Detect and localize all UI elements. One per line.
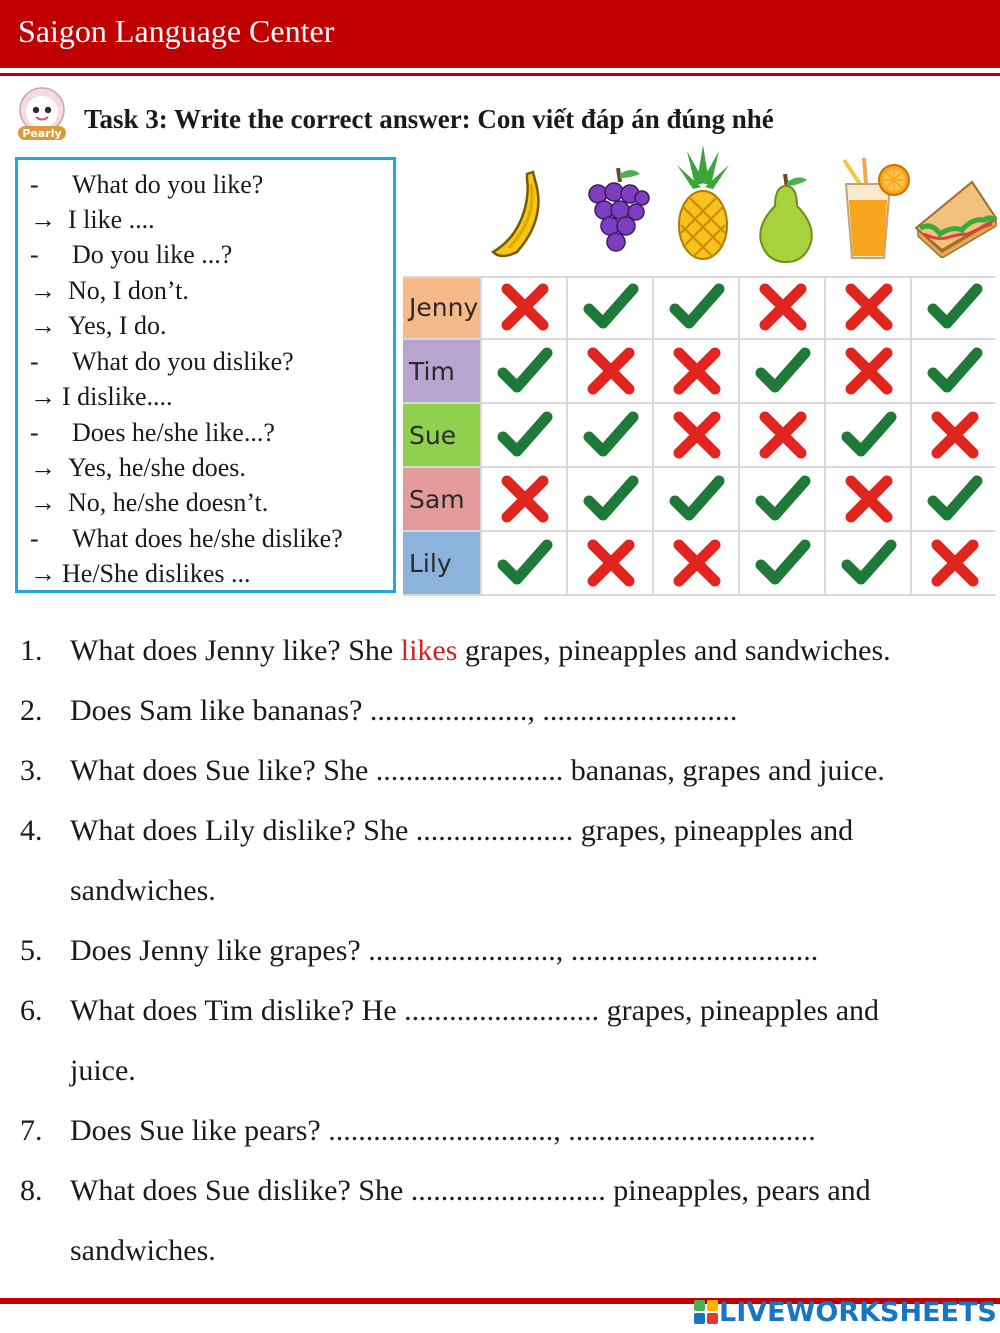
phrase-text: Do you like ...? <box>72 240 233 269</box>
phrase-line <box>30 347 294 377</box>
question-number: 4. <box>20 814 43 847</box>
question-continuation: sandwiches. <box>70 874 216 907</box>
question-text: What does Tim dislike? He .......................... grapes, pineapples and <box>70 994 880 1027</box>
phrase-box <box>15 157 396 593</box>
phrase-line <box>30 524 343 554</box>
row-label-lily: Lily <box>403 532 480 594</box>
question-text-after: grapes, pineapples and sandwiches. <box>457 634 891 667</box>
question-2 <box>20 694 737 728</box>
check-icon <box>480 532 568 594</box>
check-icon <box>652 468 740 530</box>
check-icon <box>480 404 568 466</box>
phrase-text: Does he/she like...? <box>72 418 275 447</box>
dash-bullet: - <box>30 240 39 269</box>
cross-icon <box>566 532 654 594</box>
pineapple-icon <box>673 145 733 263</box>
check-icon <box>738 532 826 594</box>
phrase-text: No, I don’t. <box>68 276 189 305</box>
question-continuation: sandwiches. <box>70 1234 216 1267</box>
phrase-text: Yes, I do. <box>68 311 167 340</box>
question-text: Does Sam like bananas? ....................., .......................... <box>70 694 738 727</box>
arrow-icon: → <box>30 205 56 234</box>
phrase-line <box>30 453 246 483</box>
check-icon <box>566 468 654 530</box>
arrow-icon: → <box>30 311 56 340</box>
task-title: Task 3: Write the correct answer: Con viết đáp án đúng nhé <box>84 104 774 134</box>
table-row-divider <box>403 594 996 596</box>
phrase-line <box>30 418 275 448</box>
question-7 <box>20 1114 816 1148</box>
cross-icon <box>824 468 912 530</box>
check-icon <box>824 532 912 594</box>
cross-icon <box>824 276 912 338</box>
cross-icon <box>738 276 826 338</box>
cross-icon <box>652 404 740 466</box>
cross-icon <box>566 340 654 402</box>
arrow-icon: → <box>30 488 56 517</box>
check-icon <box>910 340 998 402</box>
header-divider <box>0 73 1000 76</box>
check-icon <box>480 340 568 402</box>
row-label-sue: Sue <box>403 404 480 466</box>
question-text: What does Sue like? She ......................... bananas, grapes and juice. <box>70 754 885 787</box>
phrase-text: What do you dislike? <box>72 347 294 376</box>
check-icon <box>566 404 654 466</box>
phrase-line <box>30 382 173 412</box>
check-icon <box>910 276 998 338</box>
phrase-text: What do you like? <box>72 170 264 199</box>
question-5 <box>20 934 818 968</box>
check-icon <box>652 276 740 338</box>
phrase-line <box>30 488 268 518</box>
arrow-icon: → <box>30 382 56 411</box>
phrase-line <box>30 311 167 341</box>
grapes-icon <box>584 164 650 264</box>
check-icon <box>738 468 826 530</box>
dash-bullet: - <box>30 347 39 376</box>
question-number: 8. <box>20 1174 43 1207</box>
question-3 <box>20 754 885 788</box>
cross-icon <box>480 276 568 338</box>
pear-icon <box>753 172 819 264</box>
question-8 <box>20 1174 871 1208</box>
phrase-text: He/She dislikes ... <box>62 559 251 588</box>
arrow-icon: → <box>30 559 56 588</box>
phrase-text: I dislike.... <box>62 382 173 411</box>
phrase-line <box>30 276 189 306</box>
question-number: 6. <box>20 994 43 1027</box>
question-number: 3. <box>20 754 43 787</box>
check-icon <box>566 276 654 338</box>
check-icon <box>910 468 998 530</box>
phrase-text: Yes, he/she does. <box>68 453 246 482</box>
cross-icon <box>738 404 826 466</box>
cross-icon <box>910 404 998 466</box>
arrow-icon: → <box>30 276 56 305</box>
check-icon <box>738 340 826 402</box>
cross-icon <box>652 340 740 402</box>
center-name: Saigon Language Center <box>18 13 335 49</box>
sandwich-icon <box>912 178 998 258</box>
table-top-border <box>403 276 996 278</box>
cross-icon <box>480 468 568 530</box>
row-label-tim: Tim <box>403 340 480 402</box>
answer-filled[interactable]: likes <box>400 634 458 667</box>
question-4 <box>20 814 853 848</box>
logo-text: Pearly <box>22 127 62 140</box>
liveworksheets-brand <box>693 1294 997 1330</box>
phrase-text: What does he/she dislike? <box>72 524 343 553</box>
question-number: 5. <box>20 934 43 967</box>
phrase-text: I like .... <box>68 205 155 234</box>
question-text: What does Lily dislike? She ..................... grapes, pineapples and <box>70 814 854 847</box>
question-text: Does Jenny like grapes? ........................., ................................. <box>70 934 819 967</box>
question-text: Does Sue like pears? .............................., ................................. <box>70 1114 816 1147</box>
question-number: 2. <box>20 694 43 727</box>
cross-icon <box>824 340 912 402</box>
brand-text: LIVEWORKSHEETS <box>719 1296 997 1328</box>
phrase-line <box>30 240 232 270</box>
question-text: What does Sue dislike? She .......................... pineapples, pears and <box>70 1174 871 1207</box>
question-number: 7. <box>20 1114 43 1147</box>
likes-table <box>403 276 996 596</box>
header-bar <box>0 0 1000 68</box>
pearly-logo <box>12 86 72 142</box>
arrow-icon: → <box>30 453 56 482</box>
phrase-text: No, he/she doesn’t. <box>68 488 269 517</box>
dash-bullet: - <box>30 418 39 447</box>
banana-icon <box>487 168 553 260</box>
dash-bullet: - <box>30 170 39 199</box>
row-label-jenny: Jenny <box>403 276 480 338</box>
row-label-sam: Sam <box>403 468 480 530</box>
juice-icon <box>836 158 910 262</box>
phrase-line <box>30 170 263 200</box>
question-text: What does Jenny like? She <box>70 634 401 667</box>
question-number: 1. <box>20 634 43 667</box>
question-1 <box>20 634 891 668</box>
dash-bullet: - <box>30 524 39 553</box>
liveworksheets-logo-icon <box>693 1298 719 1326</box>
cross-icon <box>910 532 998 594</box>
phrase-line <box>30 205 155 235</box>
question-6 <box>20 994 879 1028</box>
question-continuation: juice. <box>70 1054 136 1087</box>
check-icon <box>824 404 912 466</box>
cross-icon <box>652 532 740 594</box>
phrase-line <box>30 559 251 589</box>
